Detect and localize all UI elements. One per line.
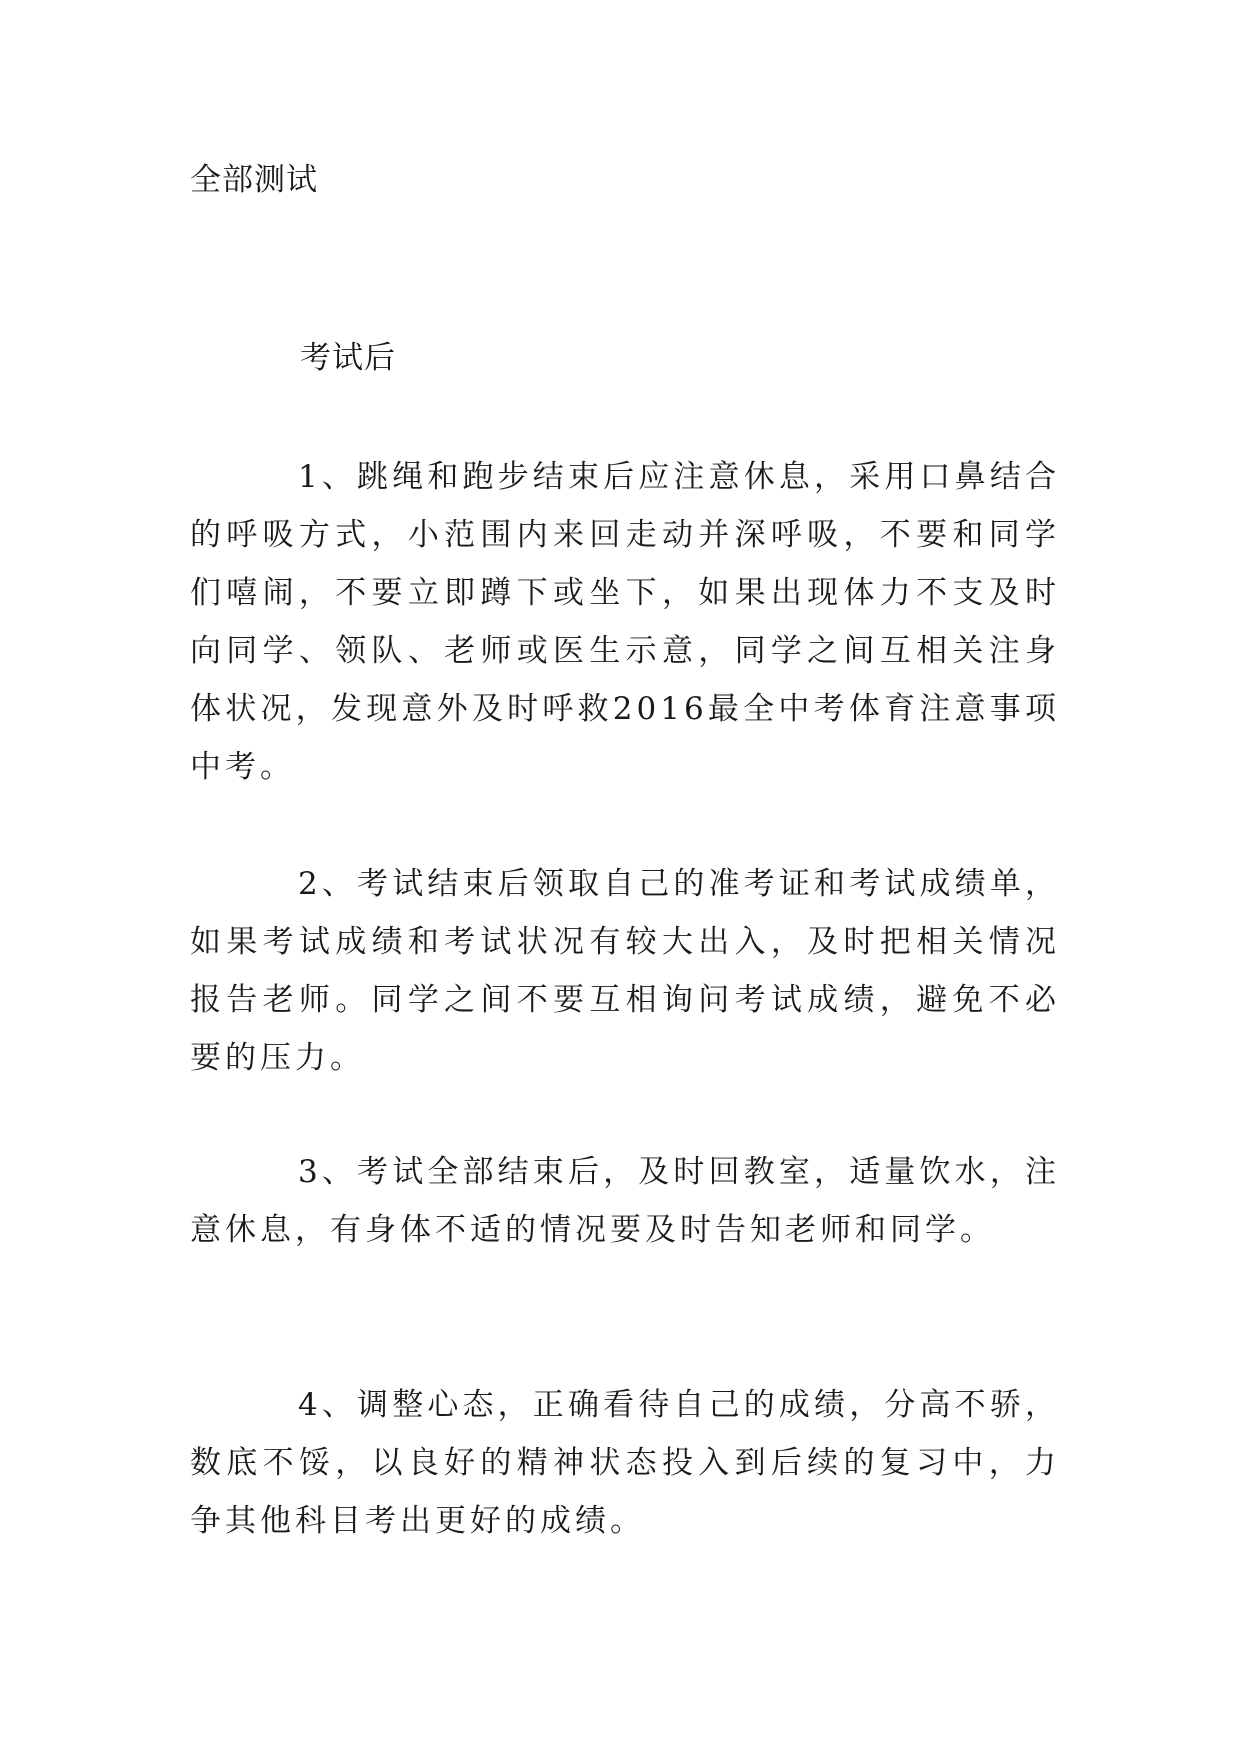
paragraph-2: 2、考试结束后领取自己的准考证和考试成绩单，如果考试成绩和考试状况有较大出入，及时把相关情况报告老师。同学之间不要互相询问考试成绩，避免不必要的压力。 [190, 866, 1060, 1076]
document-header-title: 全部测试 [190, 162, 318, 198]
section-title: 考试后 [300, 340, 396, 376]
paragraph-3: 3、考试全部结束后，及时回教室，适量饮水，注意休息，有身体不适的情况要及时告知老师和同学。 [190, 1154, 1060, 1248]
paragraph-4: 4、调整心态，正确看待自己的成绩，分高不骄，数底不馁，以良好的精神状态投入到后续的复习中，力争其他科目考出更好的成绩。 [190, 1387, 1060, 1539]
paragraph-1: 1、跳绳和跑步结束后应注意休息，采用口鼻结合的呼吸方式，小范围内来回走动并深呼吸，不要和同学们嘻闹，不要立即蹲下或坐下，如果出现体力不支及时向同学、领队、老师或医生示意，同学之间互相关注身体状况，发现意外及时呼救2016最全中考体育注意事项中考。 [190, 459, 1060, 785]
